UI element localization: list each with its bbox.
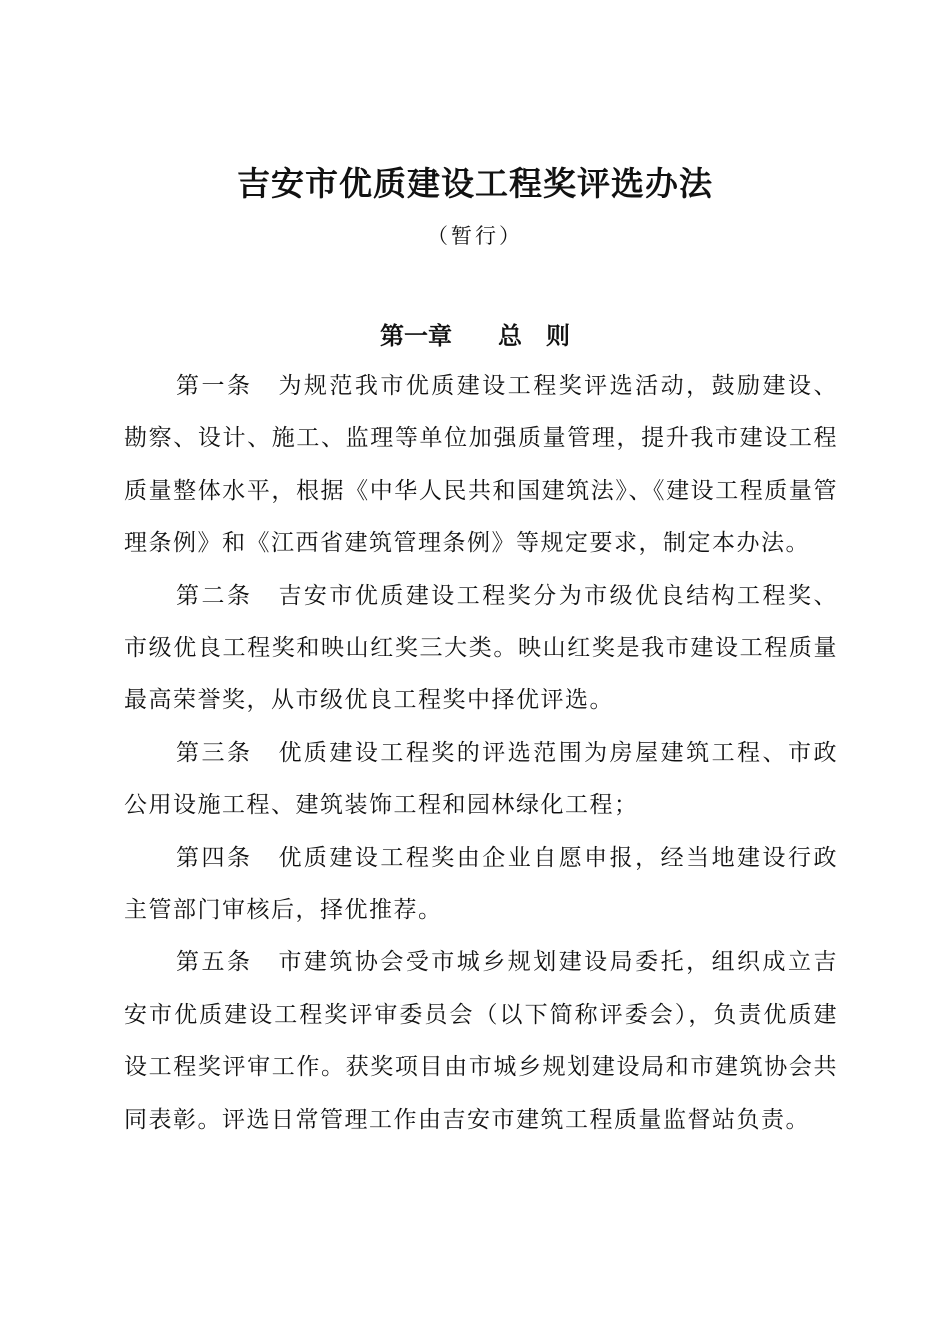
article-number: 第二条 <box>176 582 253 609</box>
article-text: 优质建设工程奖由企业自愿申报，经当地建设行政主管部门审核后，择优推荐。 <box>124 844 838 924</box>
article-text: 为规范我市优质建设工程奖评选活动，鼓励建设、勘察、设计、施工、监理等单位加强质量管理，提升我市建设工程质量整体水平，根据《中华人民共和国建筑法》、《建设工程质量管理条例》和《江西省建筑管理条例》等规定要求，制定本办法。 <box>124 373 838 557</box>
article-text: 优质建设工程奖的评选范围为房屋建筑工程、市政公用设施工程、建筑装饰工程和园林绿化工程； <box>124 739 838 819</box>
article-text: 市建筑协会受市城乡规划建设局委托，组织成立吉安市优质建设工程奖评审委员会（以下简称评委会），负责优质建设工程奖评审工作。获奖项目由市城乡规划建设局和市建筑协会共同表彰。评选日常管理工作由吉安市建筑工程质量监督站负责。 <box>124 949 838 1133</box>
document-body <box>124 360 838 1146</box>
article-number: 第三条 <box>176 739 253 766</box>
article-4 <box>124 832 838 937</box>
chapter-heading <box>0 316 950 356</box>
chapter-name: 总 则 <box>498 322 570 350</box>
article-1 <box>124 360 838 570</box>
article-text: 吉安市优质建设工程奖分为市级优良结构工程奖、市级优良工程奖和映山红奖三大类。映山红奖是我市建设工程质量最高荣誉奖，从市级优良工程奖中择优评选。 <box>124 582 838 714</box>
chapter-label: 第一章 <box>380 322 452 350</box>
article-5 <box>124 936 838 1146</box>
article-2 <box>124 570 838 727</box>
article-number: 第四条 <box>176 844 253 871</box>
document-subtitle: （暂行） <box>427 224 523 248</box>
article-3 <box>124 727 838 832</box>
article-number: 第五条 <box>176 949 253 976</box>
article-number: 第一条 <box>176 373 253 399</box>
document-title: 吉安市优质建设工程奖评选办法 <box>237 164 713 203</box>
